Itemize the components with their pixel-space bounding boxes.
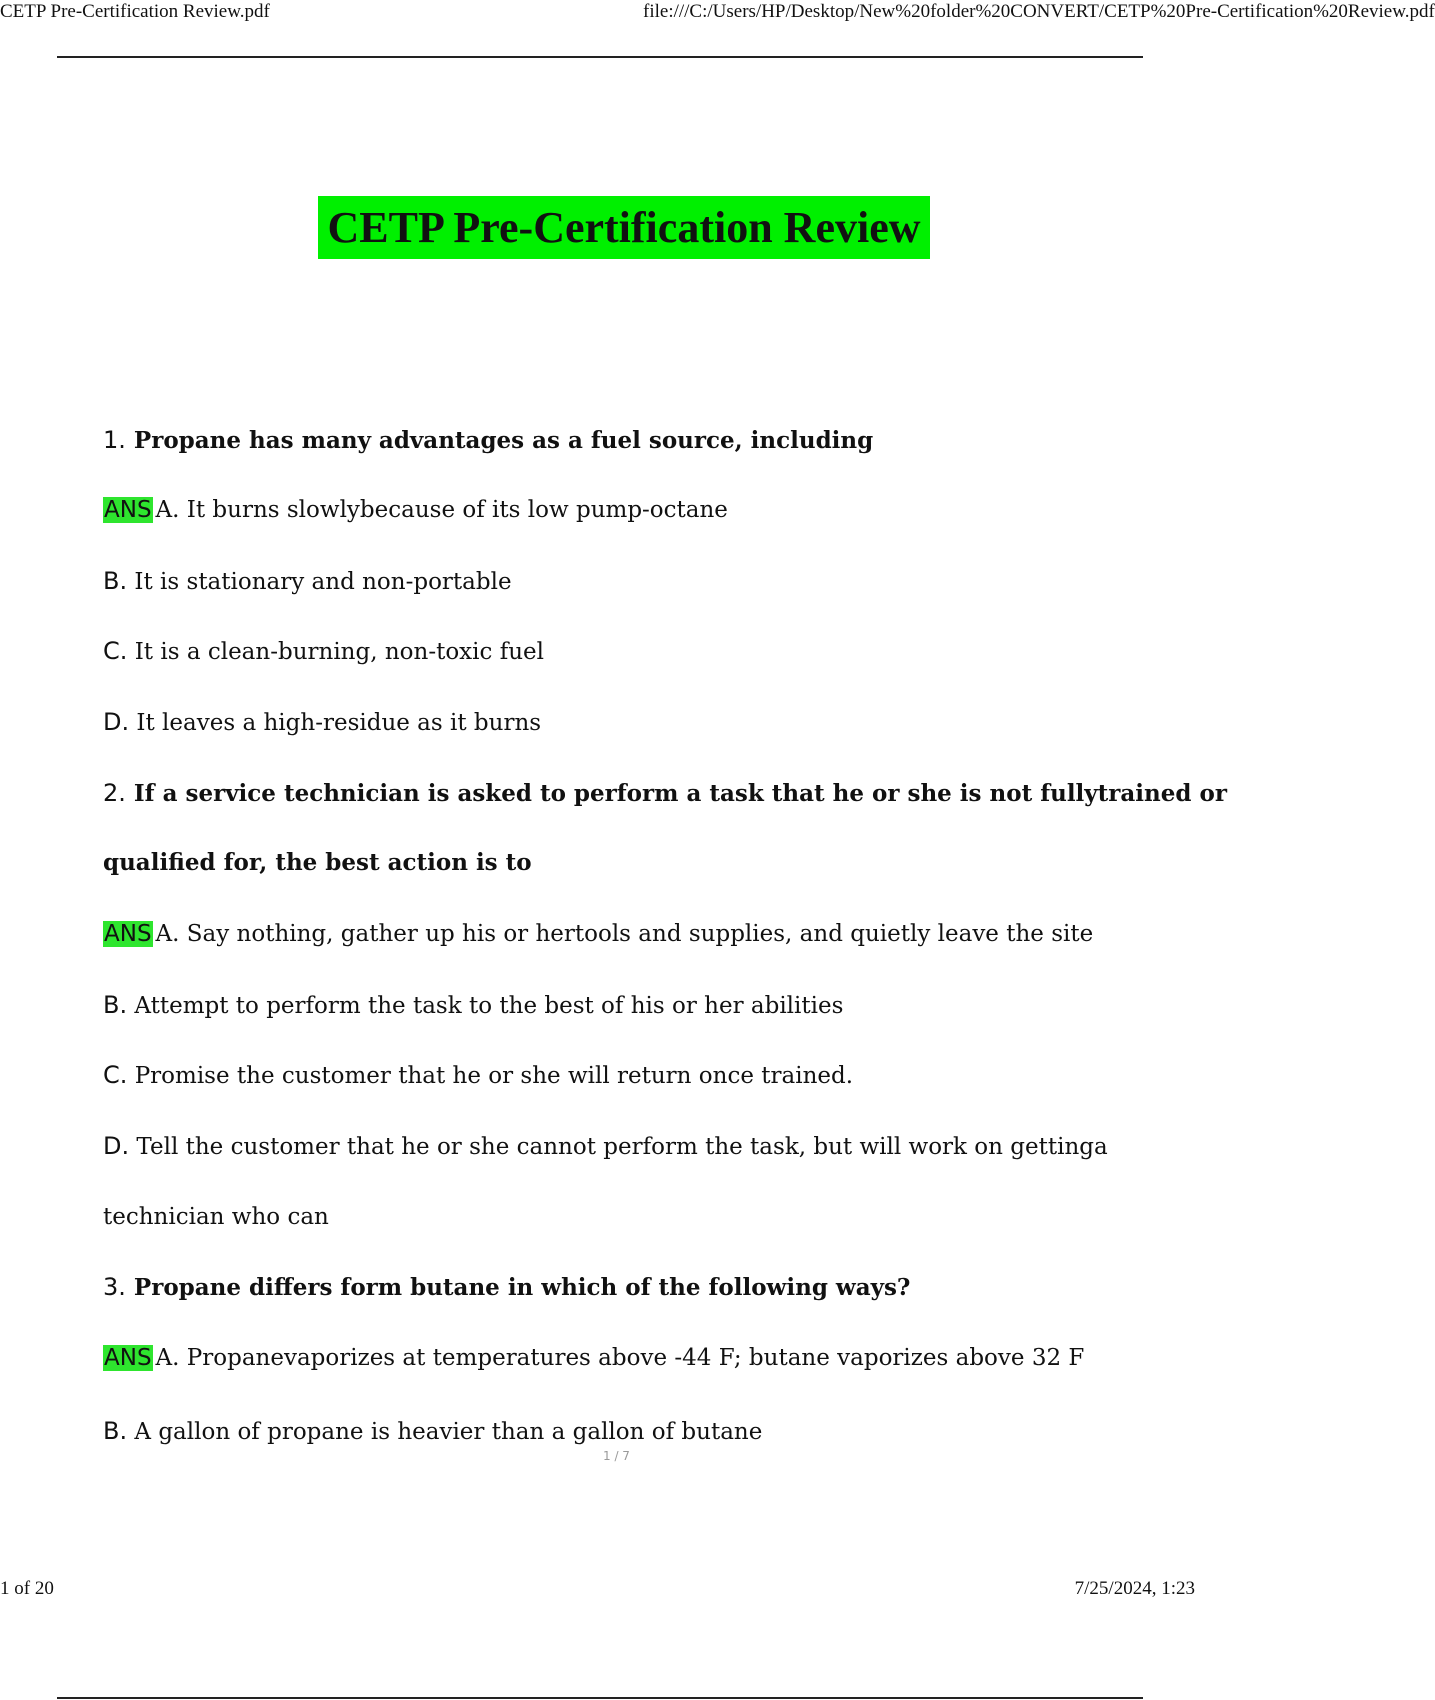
- question-text: Propane has many advantages as a fuel source, including: [133, 427, 874, 454]
- option-letter: B.: [103, 567, 128, 595]
- option-1a: [103, 495, 728, 525]
- option-1c: [103, 636, 544, 667]
- option-text: It leaves a high-residue as it burns: [136, 710, 542, 736]
- option-text: Promise the customer that he or she will return once trained.: [134, 1063, 854, 1089]
- inner-page-number: 1 / 7: [603, 1449, 630, 1463]
- question-number: 1.: [103, 426, 126, 454]
- question-text: If a service technician is asked to perform a task that he or she is not fullytrained or: [133, 780, 1227, 807]
- option-text: A gallon of propane is heavier than a gallon of butane: [134, 1419, 763, 1445]
- option-letter: C.: [103, 637, 128, 665]
- option-1d: [103, 707, 541, 738]
- question-text: Propane differs form butane in which of the following ways?: [133, 1274, 911, 1301]
- header-url: file:///C:/Users/HP/Desktop/New%20folder%20CONVERT/CETP%20Pre-Certification%20Review.pdf: [643, 1, 1435, 22]
- question-number: 2.: [103, 779, 126, 807]
- option-2d-cont: [103, 1202, 329, 1232]
- option-2a: [103, 919, 1093, 949]
- answer-badge: ANS: [104, 1345, 152, 1371]
- option-text: It is a clean-burning, non-toxic fuel: [134, 639, 544, 665]
- header-filename: CETP Pre-Certification Review.pdf: [0, 1, 270, 22]
- footer-rule: [57, 1697, 1143, 1699]
- option-letter: C.: [103, 1061, 128, 1089]
- option-2c: [103, 1060, 853, 1091]
- option-letter: B.: [103, 991, 128, 1019]
- option-3a: [103, 1343, 1084, 1373]
- answer-badge: ANS: [104, 497, 152, 523]
- question-text: qualified for, the best action is to: [103, 849, 532, 876]
- question-number: 3.: [103, 1273, 126, 1301]
- option-letter: B.: [103, 1417, 128, 1445]
- option-letter: D.: [103, 1132, 130, 1160]
- question-2: [103, 778, 1227, 809]
- option-2d: [103, 1131, 1108, 1162]
- footer-page-count: 1 of 20: [0, 1578, 54, 1599]
- option-text: A. Propanevaporizes at temperatures above -44 F; butane vaporizes above 32 F: [155, 1345, 1085, 1371]
- answer-badge: ANS: [104, 921, 152, 947]
- question-1: [103, 425, 873, 456]
- option-text: Tell the customer that he or she cannot perform the task, but will work on gettinga: [136, 1134, 1108, 1160]
- option-1b: [103, 566, 512, 597]
- question-3: [103, 1272, 910, 1303]
- option-text: A. Say nothing, gather up his or hertools and supplies, and quietly leave the site: [155, 921, 1094, 947]
- option-letter: D.: [103, 708, 130, 736]
- option-2b: [103, 990, 843, 1021]
- document-title: CETP Pre-Certification Review: [318, 196, 930, 259]
- option-3b: [103, 1416, 762, 1447]
- question-2-cont: [103, 848, 532, 878]
- option-text: A. It burns slowlybecause of its low pump-octane: [155, 497, 728, 523]
- option-text: It is stationary and non-portable: [134, 569, 512, 595]
- footer-datetime: 7/25/2024, 1:23: [1074, 1578, 1195, 1599]
- header-rule: [57, 56, 1143, 58]
- option-text: Attempt to perform the task to the best of his or her abilities: [134, 993, 844, 1019]
- option-text: technician who can: [103, 1204, 329, 1230]
